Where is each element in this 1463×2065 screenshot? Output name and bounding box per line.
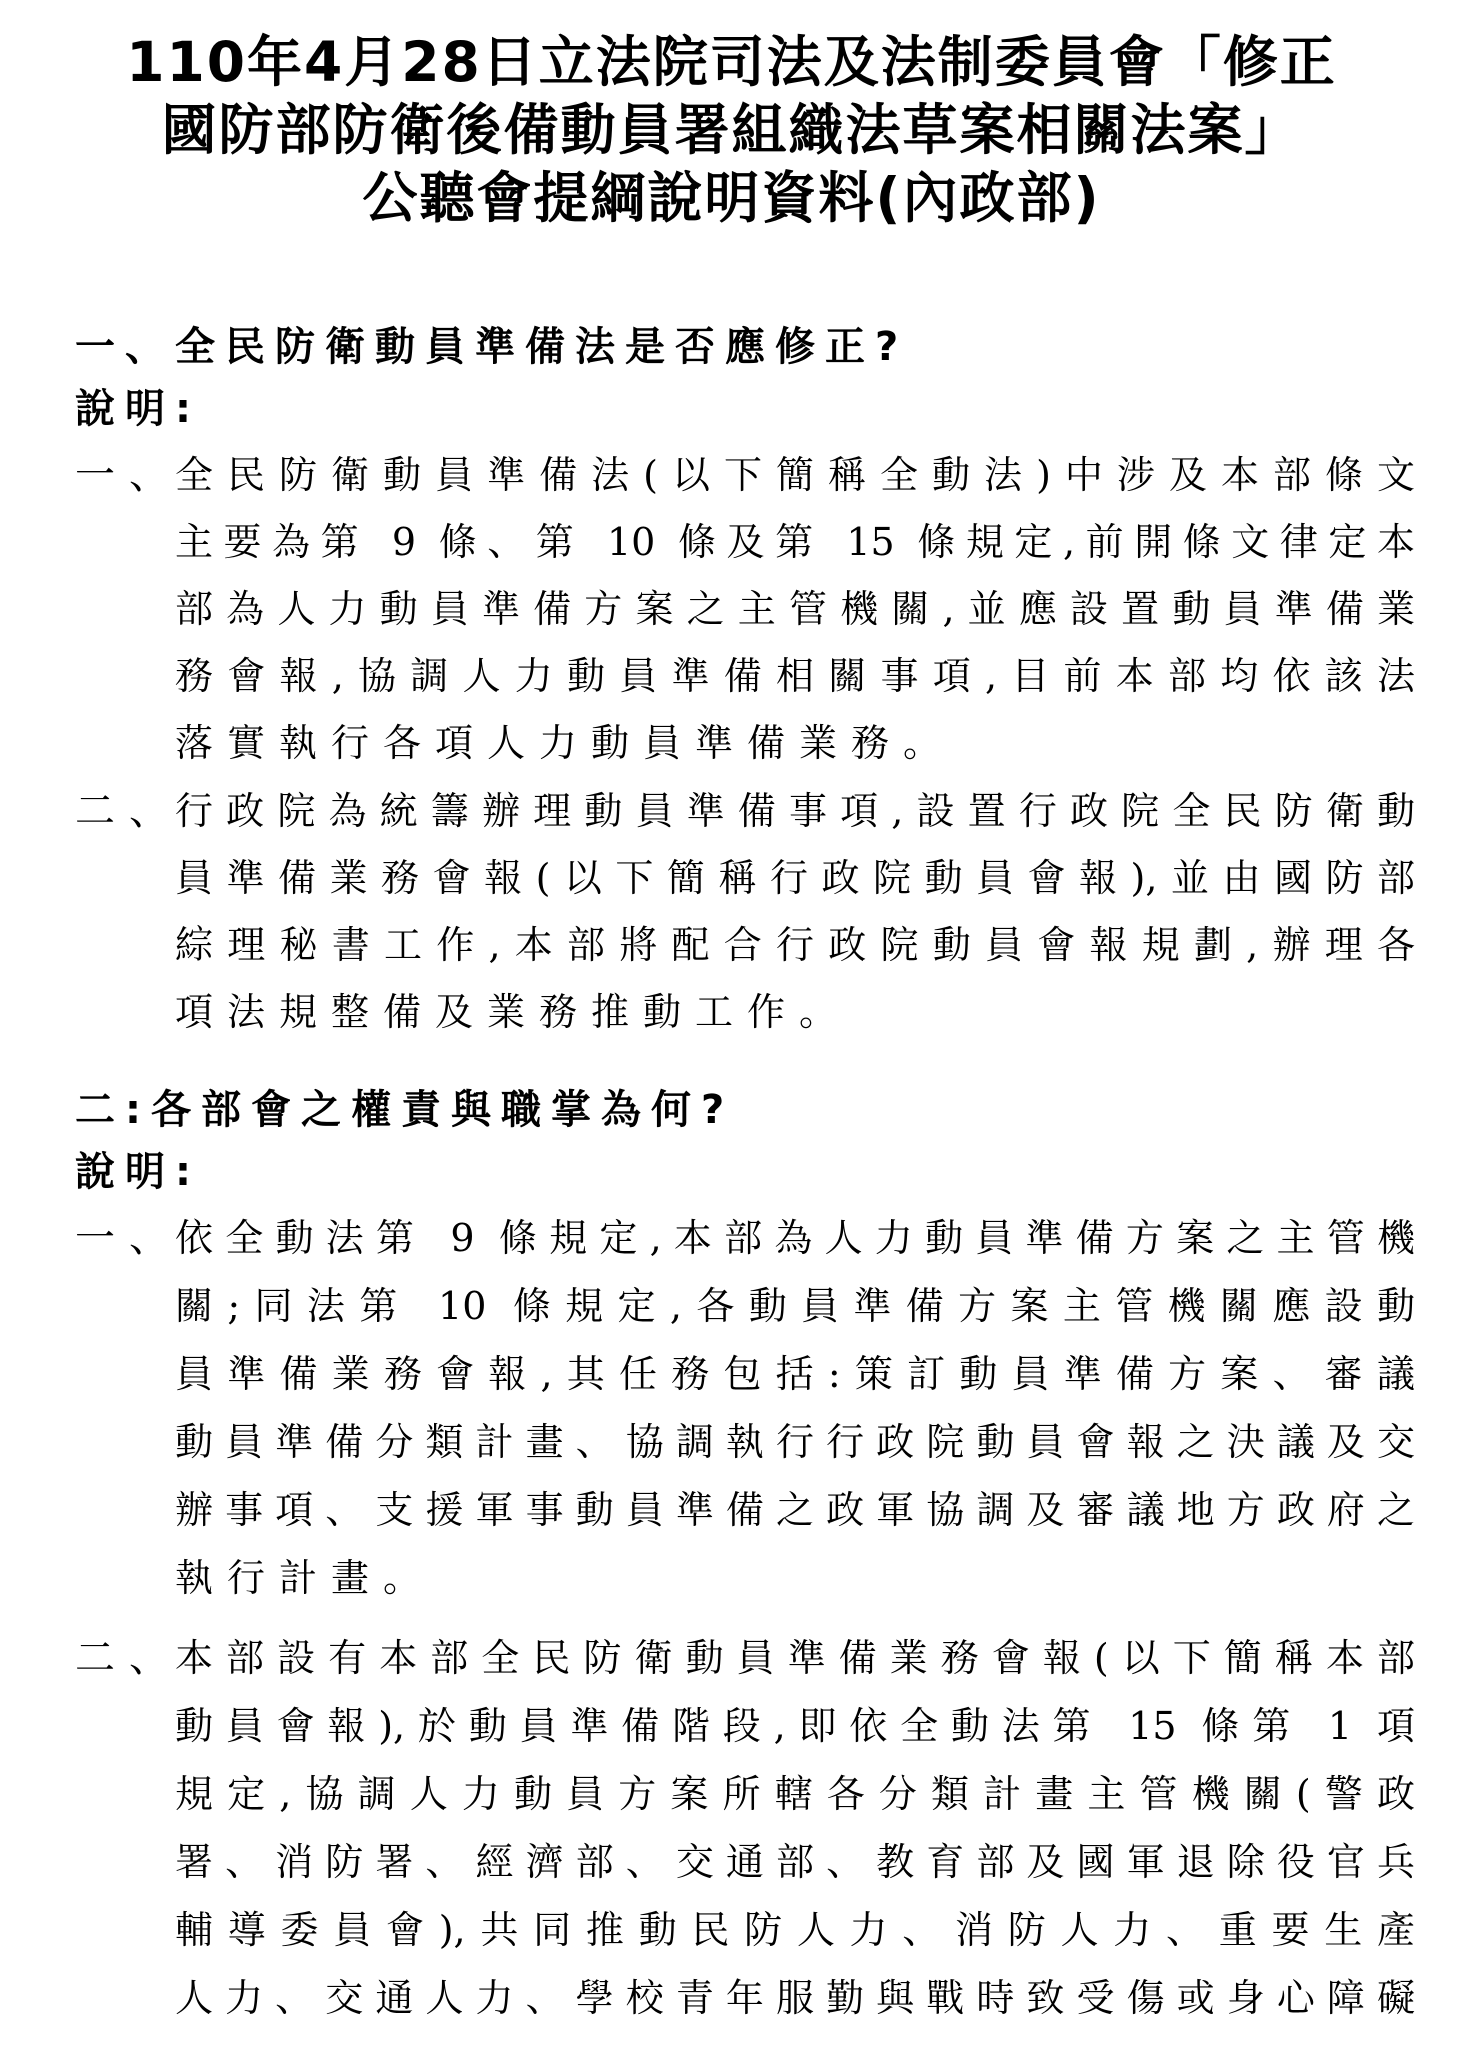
section-2-explain-label: 說明: — [75, 1149, 201, 1195]
item-line: 署、消防署、經濟部、交通部、教育部及國軍退除役官兵 — [175, 1840, 1415, 1884]
item-marker: 一、 — [75, 1215, 183, 1261]
item-marker: 一、 — [75, 452, 183, 498]
item-line: 人力、交通人力、學校青年服勤與戰時致受傷或身心障礙 — [175, 1976, 1415, 2020]
item-line: 落實執行各項人力動員準備業務。 — [175, 721, 956, 765]
document-title — [60, 28, 1403, 232]
item-line: 全民防衛動員準備法(以下簡稱全動法)中涉及本部條文 — [175, 453, 1415, 497]
item-line: 務會報,協調人力動員準備相關事項,目前本部均依該法 — [175, 654, 1415, 698]
item-line: 辦事項、支援軍事動員準備之政軍協調及審議地方政府之 — [175, 1488, 1415, 1532]
item-line: 項法規整備及業務推動工作。 — [175, 990, 852, 1034]
item-line: 輔導委員會),共同推動民防人力、消防人力、重要生產 — [175, 1908, 1415, 1952]
item-line: 依全動法第 9 條規定,本部為人力動員準備方案之主管機 — [175, 1216, 1415, 1260]
item-line: 動員會報),於動員準備階段,即依全動法第 15 條第 1 項 — [175, 1704, 1415, 1748]
item-line: 綜理秘書工作,本部將配合行政院動員會報規劃,辦理各 — [175, 923, 1415, 967]
item-line: 規定,協調人力動員方案所轄各分類計畫主管機關(警政 — [175, 1772, 1415, 1816]
item-marker: 二、 — [75, 1635, 183, 1681]
item-line: 執行計畫。 — [175, 1556, 436, 1600]
section-2-heading: 二:各部會之權責與職掌為何? — [75, 1087, 735, 1133]
item-line: 行政院為統籌辦理動員準備事項,設置行政院全民防衛動 — [175, 789, 1415, 833]
title-line-1: 110年4月28日立法院司法及法制委員會「修正 — [126, 30, 1337, 94]
item-line: 員準備業務會報(以下簡稱行政院動員會報),並由國防部 — [175, 856, 1415, 900]
item-line: 關;同法第 10 條規定,各動員準備方案主管機關應設動 — [175, 1284, 1415, 1328]
item-line: 本部設有本部全民防衛動員準備業務會報(以下簡稱本部 — [175, 1636, 1415, 1680]
item-line: 主要為第 9 條、第 10 條及第 15 條規定,前開條文律定本 — [175, 520, 1415, 564]
item-line: 動員準備分類計畫、協調執行行政院動員會報之決議及交 — [175, 1420, 1415, 1464]
item-line: 員準備業務會報,其任務包括:策訂動員準備方案、審議 — [175, 1352, 1415, 1396]
item-line: 部為人力動員準備方案之主管機關,並應設置動員準備業 — [175, 587, 1415, 631]
section-1-heading: 一、全民防衛動員準備法是否應修正? — [75, 324, 909, 370]
title-line-3: 公聽會提綱說明資料(內政部) — [362, 166, 1101, 230]
item-marker: 二、 — [75, 788, 183, 834]
title-line-2: 國防部防衛後備動員署組織法草案相關法案」 — [161, 98, 1302, 162]
section-1-explain-label: 說明: — [75, 386, 201, 432]
